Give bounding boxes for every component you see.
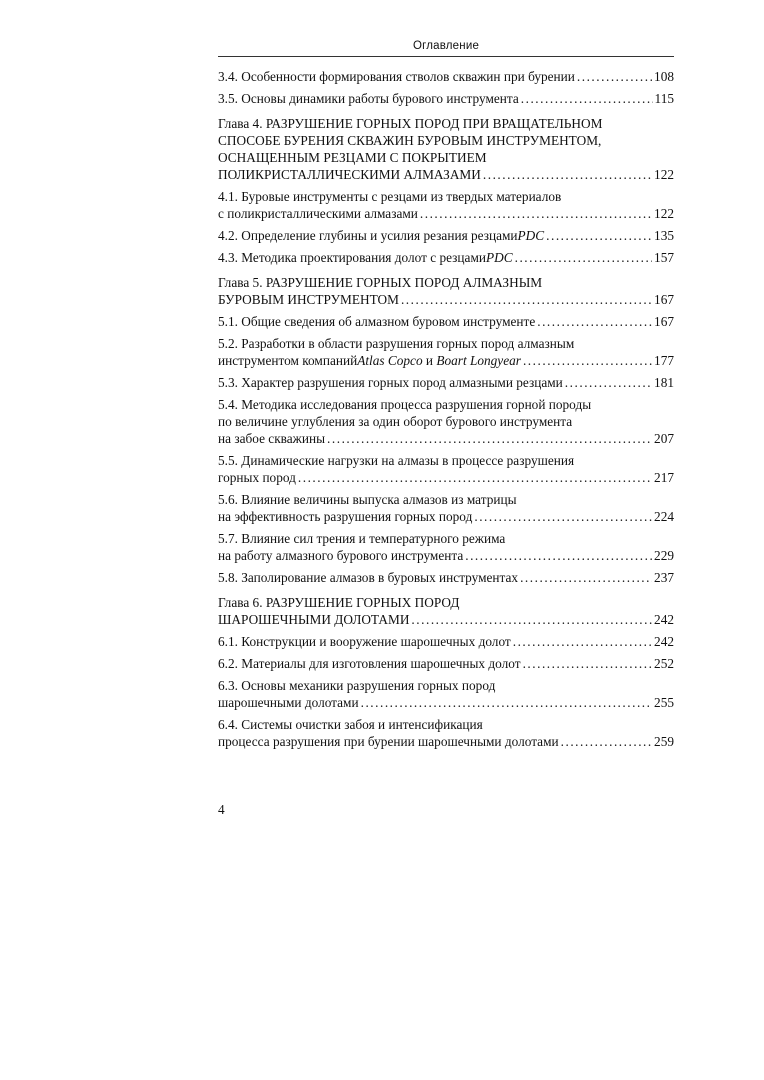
toc-entry[interactable] [218, 249, 674, 266]
toc-entry-text: на забое скважины [218, 431, 326, 446]
dot-leader [546, 227, 652, 244]
toc-page-number: 167 [654, 314, 674, 329]
toc-entry-text: 6.3. Основы механики разрушения горных пород [218, 678, 496, 693]
dot-leader [520, 569, 652, 586]
toc-entry-text: СПОСОБЕ БУРЕНИЯ СКВАЖИН БУРОВЫМ ИНСТРУМЕНТОМ, [218, 133, 602, 148]
toc-chapter[interactable] [218, 115, 674, 183]
toc-page-number: 135 [654, 228, 674, 243]
toc-entry-text: БУРОВЫМ ИНСТРУМЕНТОМ [218, 292, 399, 307]
dot-leader [298, 469, 652, 486]
toc-entry-text: ПОЛИКРИСТАЛЛИЧЕСКИМИ АЛМАЗАМИ [218, 167, 481, 182]
toc-entry[interactable] [218, 68, 674, 85]
dot-leader [401, 291, 652, 308]
toc-entry-text: 5.8. Заполирование алмазов в буровых инструментах [218, 570, 519, 585]
toc-page-number: 122 [654, 206, 674, 221]
toc-entry-text: и [422, 353, 437, 368]
toc-entry-text: 6.1. Конструкции и вооружение шарошечных долот [218, 634, 511, 649]
toc-entry[interactable] [218, 530, 674, 564]
toc-page-number: 242 [654, 634, 674, 649]
toc-page-number: 255 [654, 695, 674, 710]
toc-entry-text: шарошечными долотами [218, 695, 359, 710]
toc-chapter[interactable] [218, 594, 674, 628]
dot-leader [565, 374, 652, 391]
toc-entry-text: 6.4. Системы очистки забоя и интенсификация [218, 717, 483, 732]
toc-entry-italic: PDC [517, 228, 545, 243]
toc-entry-text: 5.1. Общие сведения об алмазном буровом инструменте [218, 314, 536, 329]
toc-entry-text: процесса разрушения при бурении шарошечными долотами [218, 734, 559, 749]
table-of-contents [218, 68, 674, 755]
toc-entry-text: 5.4. Методика исследования процесса разрушения горной породы [218, 397, 592, 412]
toc-entry-text: 5.2. Разработки в области разрушения горных пород алмазным [218, 336, 575, 351]
toc-entry[interactable] [218, 452, 674, 486]
dot-leader [523, 352, 652, 369]
toc-entry-italic: PDC [485, 250, 513, 265]
toc-entry[interactable] [218, 188, 674, 222]
dot-leader [420, 205, 652, 222]
toc-entry-text: Глава 5. РАЗРУШЕНИЕ ГОРНЫХ ПОРОД АЛМАЗНЫМ [218, 275, 543, 290]
toc-entry[interactable] [218, 90, 674, 107]
toc-page-number: 207 [654, 431, 674, 446]
toc-entry-text: 3.5. Основы динамики работы бурового инструмента [218, 91, 519, 106]
toc-page-number: 229 [654, 548, 674, 563]
toc-page-number: 242 [654, 612, 674, 627]
toc-entry[interactable] [218, 313, 674, 330]
toc-entry[interactable] [218, 396, 674, 447]
toc-entry-text: Глава 6. РАЗРУШЕНИЕ ГОРНЫХ ПОРОД [218, 595, 460, 610]
toc-page-number: 177 [654, 353, 674, 368]
company-name: Boart Longyear [436, 353, 521, 368]
toc-page-number: 252 [654, 656, 674, 671]
dot-leader [411, 611, 652, 628]
toc-entry[interactable] [218, 677, 674, 711]
toc-entry[interactable] [218, 716, 674, 750]
dot-leader [523, 655, 652, 672]
toc-page-number: 217 [654, 470, 674, 485]
dot-leader [577, 68, 652, 85]
header-rule [218, 56, 674, 57]
toc-entry-text: ШАРОШЕЧНЫМИ ДОЛОТАМИ [218, 612, 410, 627]
toc-entry-text: с поликристаллическими алмазами [218, 206, 418, 221]
toc-entry-text: по величине углубления за один оборот бурового инструмента [218, 414, 573, 429]
toc-page-number: 181 [654, 375, 674, 390]
dot-leader [361, 694, 652, 711]
toc-entry-text: 5.7. Влияние сил трения и температурного режима [218, 531, 506, 546]
running-header: Оглавление [412, 40, 480, 52]
dot-leader [483, 166, 652, 183]
toc-entry[interactable] [218, 227, 674, 244]
toc-entry-text: ОСНАЩЕННЫМ РЕЗЦАМИ С ПОКРЫТИЕМ [218, 150, 487, 165]
toc-entry-text: Глава 4. РАЗРУШЕНИЕ ГОРНЫХ ПОРОД ПРИ ВРАЩАТЕЛЬНОМ [218, 116, 603, 131]
toc-entry-text: на эффективность разрушения горных пород [218, 509, 473, 524]
toc-page-number: 122 [654, 167, 674, 182]
toc-entry-text: 5.3. Характер разрушения горных пород алмазными резцами [218, 375, 563, 390]
toc-entry-text: 4.1. Буровые инструменты с резцами из твердых материалов [218, 189, 562, 204]
toc-entry-text: 4.3. Методика проектирования долот с резцами [218, 250, 486, 265]
dot-leader [327, 430, 652, 447]
toc-entry[interactable] [218, 491, 674, 525]
toc-entry-text: 5.6. Влияние величины выпуска алмазов из матрицы [218, 492, 517, 507]
toc-entry-text: 3.4. Особенности формирования стволов скважин при бурении [218, 69, 575, 84]
dot-leader [521, 90, 653, 107]
toc-page-number: 224 [654, 509, 674, 524]
dot-leader [513, 633, 652, 650]
toc-entry[interactable] [218, 374, 674, 391]
toc-entry[interactable] [218, 633, 674, 650]
toc-entry-text: 6.2. Материалы для изготовления шарошечных долот [218, 656, 521, 671]
toc-entry-text: 4.2. Определение глубины и усилия резания резцами [218, 228, 518, 243]
dot-leader [561, 733, 652, 750]
page-number: 4 [218, 802, 225, 817]
dot-leader [515, 249, 652, 266]
toc-entry[interactable] [218, 569, 674, 586]
dot-leader [465, 547, 652, 564]
toc-entry-text: горных пород [218, 470, 296, 485]
toc-chapter[interactable] [218, 274, 674, 308]
toc-page-number: 237 [654, 570, 674, 585]
dot-leader [474, 508, 652, 525]
toc-entry-text: на работу алмазного бурового инструмента [218, 548, 464, 563]
toc-entry[interactable] [218, 655, 674, 672]
dot-leader [537, 313, 652, 330]
toc-page-number: 157 [654, 250, 674, 265]
toc-page-number: 259 [654, 734, 674, 749]
toc-entry[interactable] [218, 335, 674, 369]
toc-entry-text: инструментом компаний [218, 353, 358, 368]
toc-page-number: 167 [654, 292, 674, 307]
toc-entry-text: 5.5. Динамические нагрузки на алмазы в процессе разрушения [218, 453, 575, 468]
company-name: Atlas Copco [357, 353, 423, 368]
toc-page-number: 108 [654, 69, 674, 84]
toc-page-number: 115 [654, 91, 674, 106]
